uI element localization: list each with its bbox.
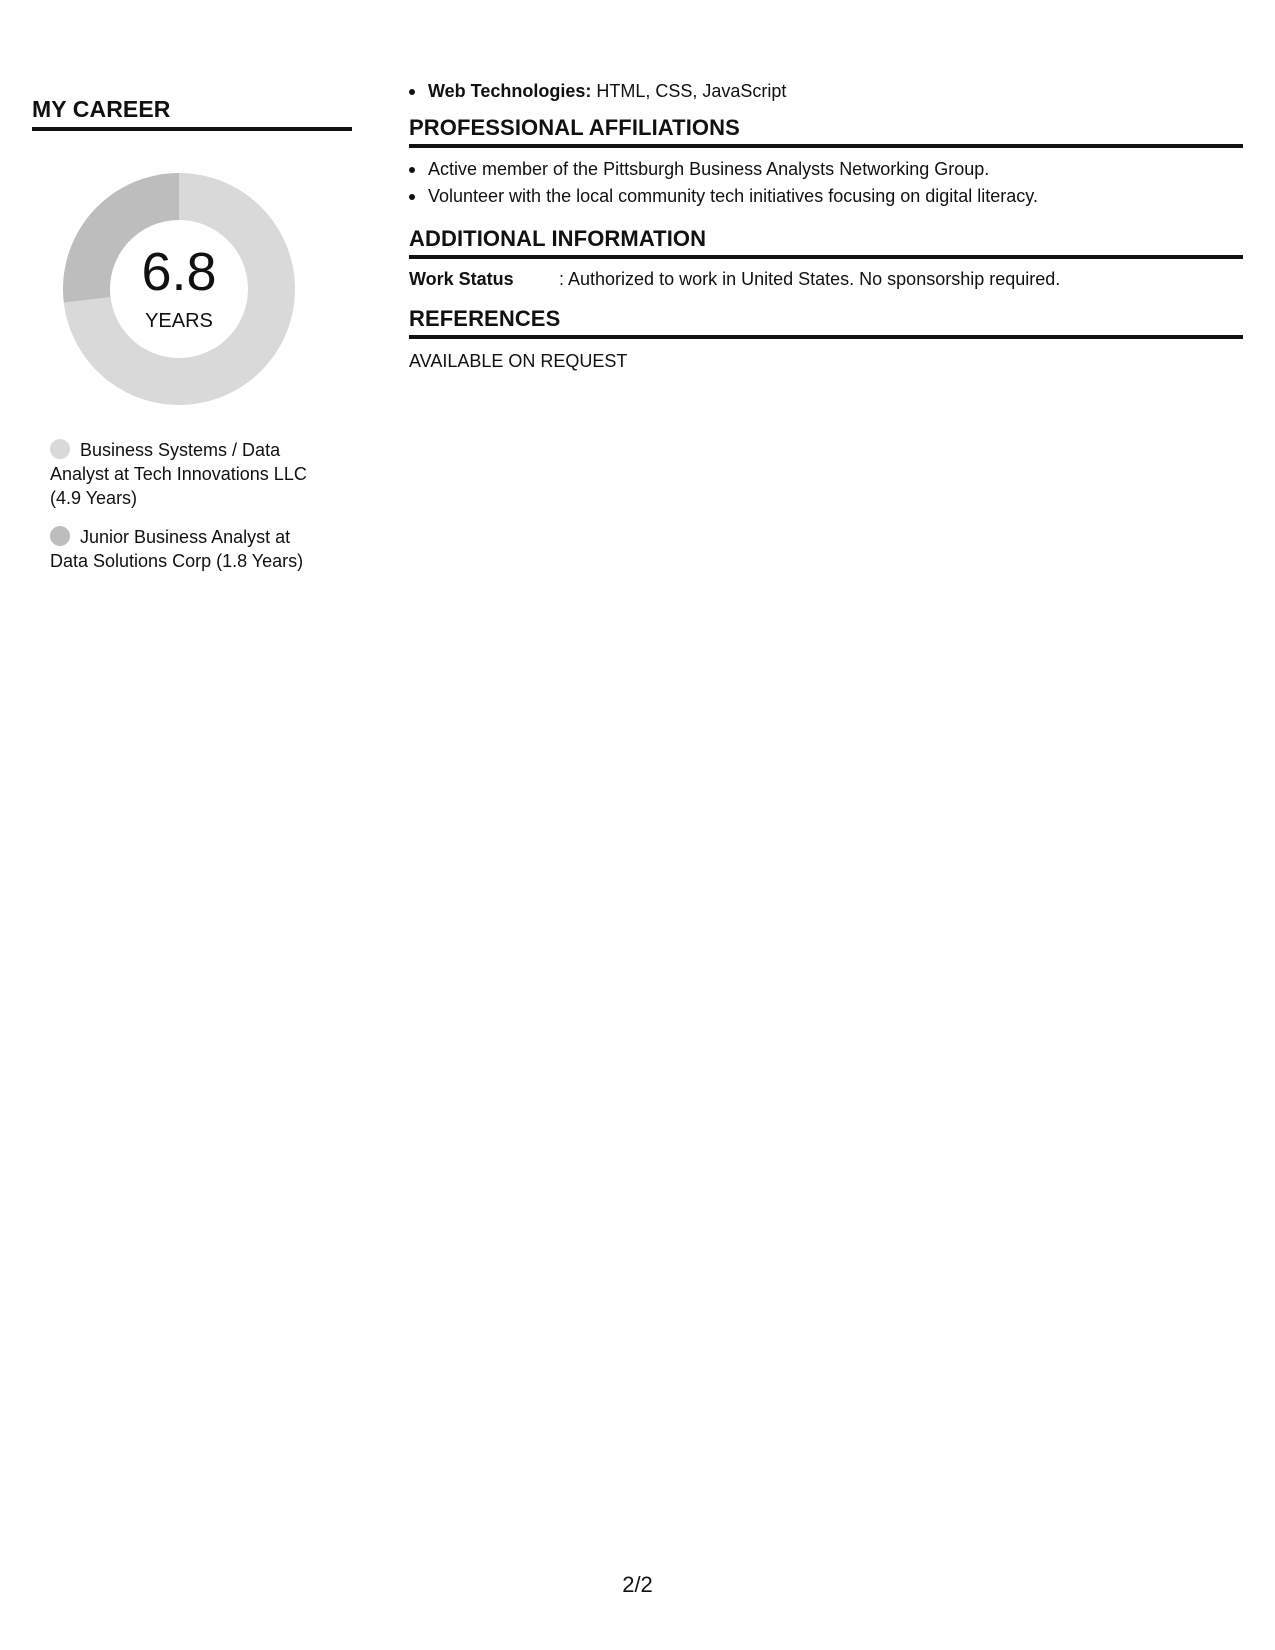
legend-label: Business Systems / Data Analyst at Tech Innovations LLC (4.9 Years) <box>50 440 307 508</box>
donut-center <box>56 166 302 412</box>
page-number: 2/2 <box>622 1572 653 1597</box>
work-status-label: Work Status <box>409 269 514 289</box>
skill-item-web-technologies <box>409 78 1243 105</box>
skills-list <box>409 78 1243 105</box>
work-status-row <box>409 268 1243 290</box>
total-years-unit: YEARS <box>145 310 213 332</box>
affiliation-item: Active member of the Pittsburgh Business Analysts Networking Group. <box>409 156 1243 183</box>
references-text: AVAILABLE ON REQUEST <box>409 351 628 371</box>
legend-swatch <box>50 439 70 459</box>
affiliations-section <box>409 115 1243 210</box>
skill-value: HTML, CSS, JavaScript <box>591 81 787 101</box>
legend-item <box>50 438 330 510</box>
references-section <box>409 306 1243 372</box>
career-heading: MY CAREER <box>32 96 352 131</box>
affiliations-title: PROFESSIONAL AFFILIATIONS <box>409 115 1243 148</box>
career-legend <box>50 438 330 588</box>
work-status-value: : Authorized to work in United States. No sponsorship required. <box>559 269 1061 289</box>
total-years-value: 6.8 <box>141 242 217 302</box>
career-sidebar <box>32 96 352 571</box>
main-content <box>409 78 1243 372</box>
legend-label: Junior Business Analyst at Data Solutions Corp (1.8 Years) <box>50 527 304 571</box>
career-donut-chart <box>56 166 302 412</box>
affiliation-item: Volunteer with the local community tech initiatives focusing on digital literacy. <box>409 183 1243 210</box>
legend-item <box>50 525 330 573</box>
skill-label: Web Technologies: <box>428 81 592 101</box>
affiliations-list <box>409 156 1243 210</box>
legend-swatch <box>50 526 70 546</box>
additional-info-title: ADDITIONAL INFORMATION <box>409 226 1243 259</box>
references-title: REFERENCES <box>409 306 1243 339</box>
additional-info-section <box>409 226 1243 290</box>
